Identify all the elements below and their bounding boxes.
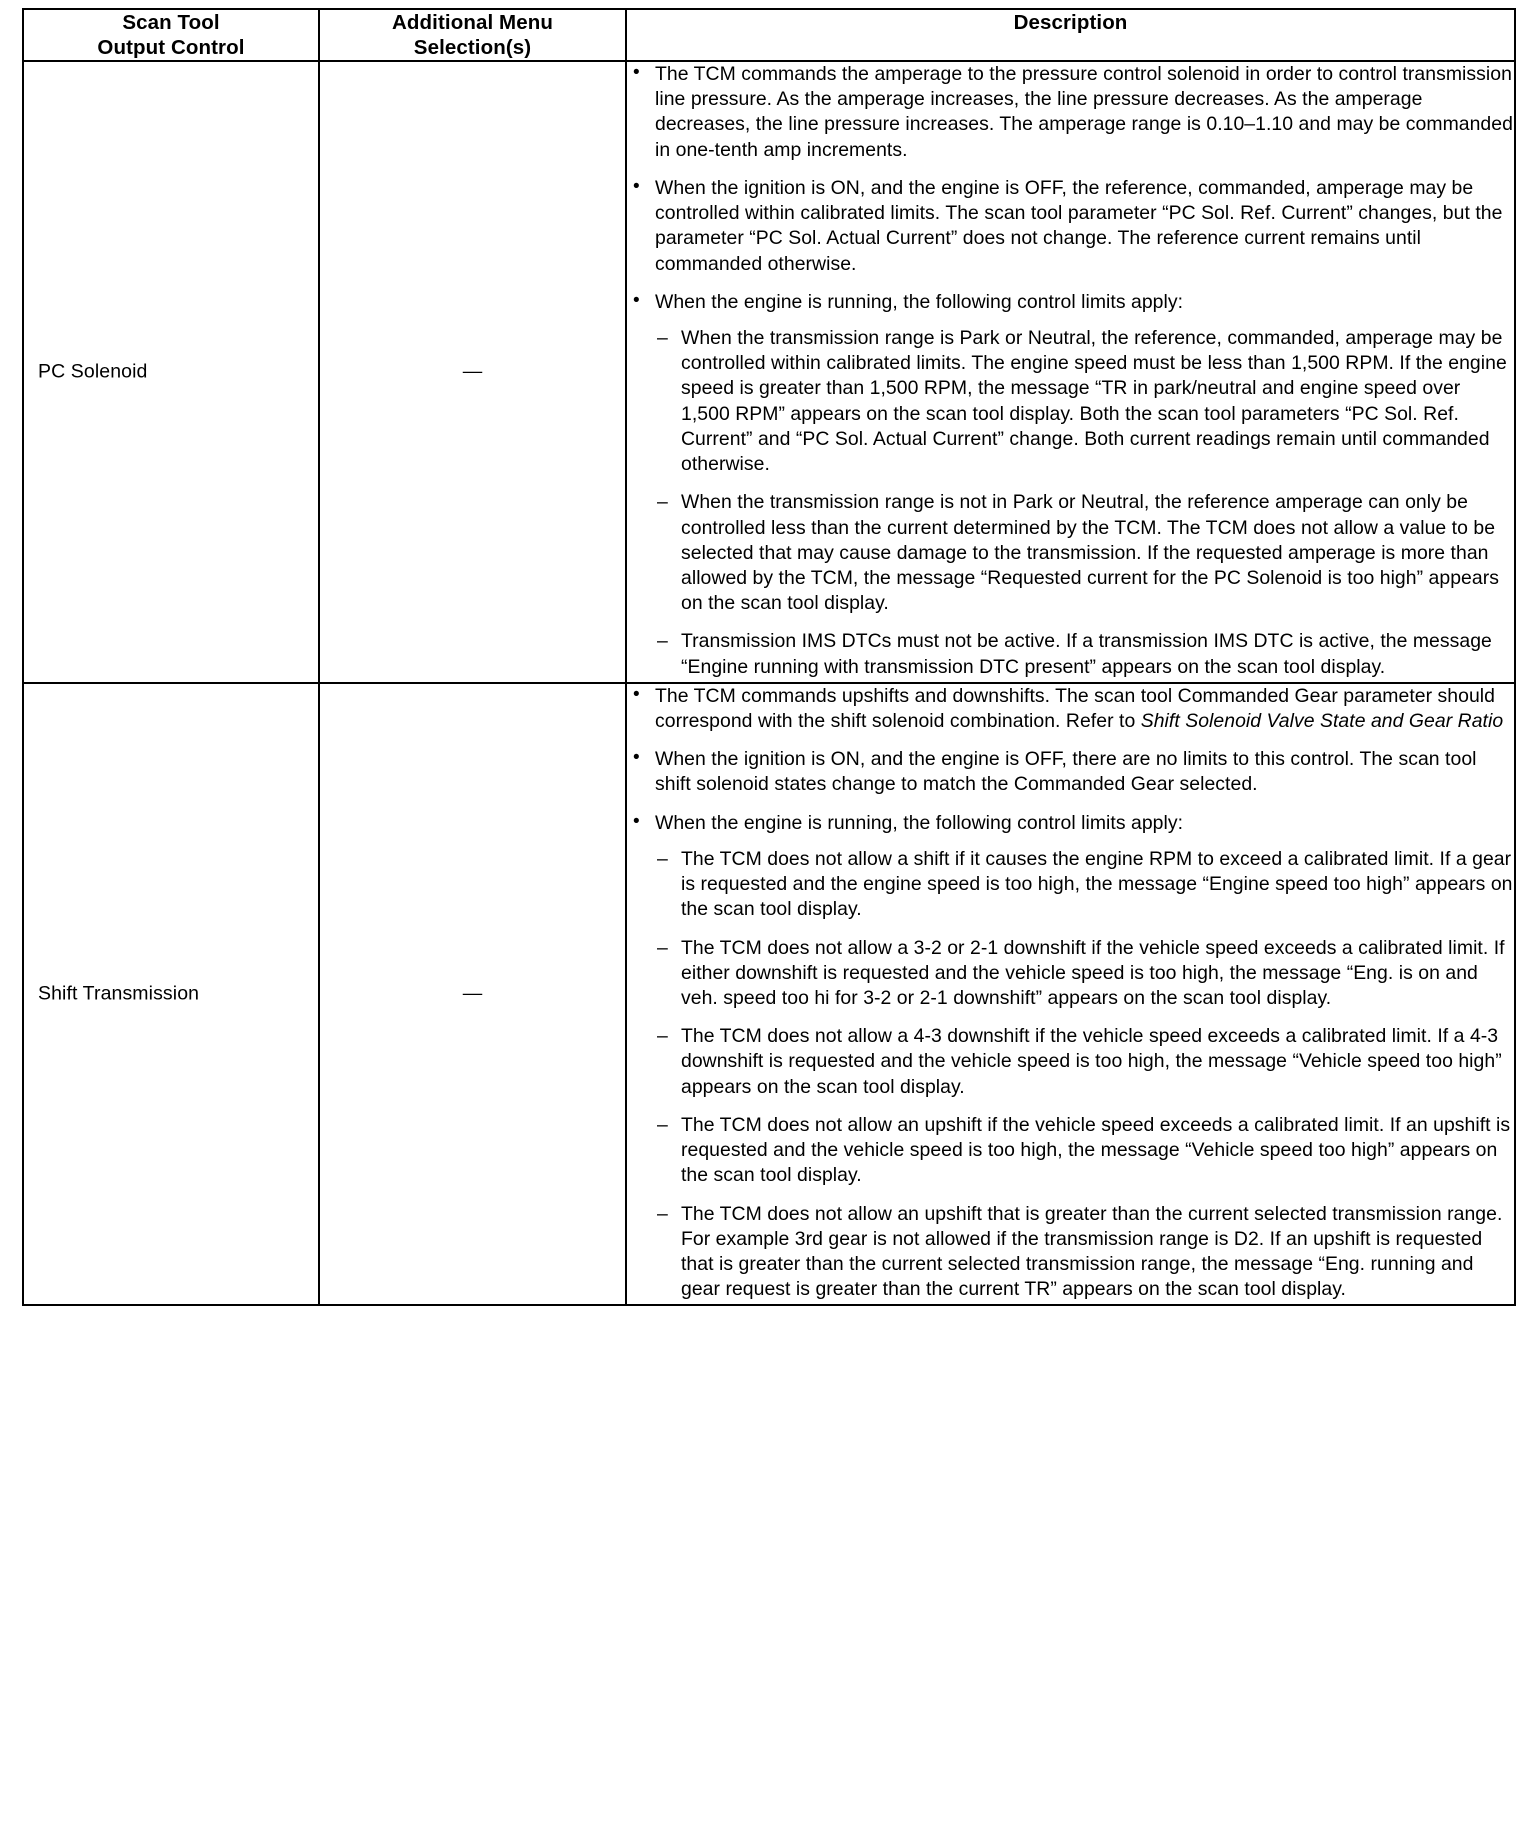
bullet-item — [627, 62, 1514, 163]
description-bullet-list — [627, 62, 1514, 680]
header-line-1: Scan Tool — [122, 11, 220, 34]
sub-item: – Transmission IMS DTCs must not be active. If a transmission IMS DTC is active, the message “Engine running with transmission DTC present” appears on the scan tool display. — [655, 629, 1514, 679]
sub-item: – The TCM does not allow a 3-2 or 2-1 downshift if the vehicle speed exceeds a calibrated limit. If either downshift is requested and the vehicle speed is too high, the message “Eng. is on and veh. speed too hi for 3-2 or 2-1 downshift” appears on the scan tool display. — [655, 936, 1514, 1012]
description-sub-list — [655, 326, 1514, 680]
row-control-name — [23, 683, 319, 1306]
bullet-text: • When the engine is running, the following control limits apply: — [655, 290, 1184, 313]
row-menu-selection — [319, 683, 626, 1306]
description-bullet-list — [627, 684, 1514, 1303]
header-description: Description — [626, 9, 1515, 61]
sub-item: – The TCM does not allow a 4-3 downshift if the vehicle speed exceeds a calibrated limit. If a 4-3 downshift is requested and the vehicle speed is too high, the message “Vehicle speed too high” appears on the scan tool display. — [655, 1024, 1514, 1100]
menu-selection-value: — — [462, 360, 483, 383]
row-menu-selection — [319, 61, 626, 683]
bullet-text: • When the engine is running, the following control limits apply: — [655, 811, 1184, 834]
table-body — [23, 61, 1515, 1305]
control-label: PC Solenoid — [38, 360, 148, 383]
bullet-text: The TCM commands upshifts and downshifts. The scan tool Commanded Gear parameter should correspond with the shift solenoid combination. Refer to — [655, 684, 1495, 733]
header-additional-menu-selections — [319, 9, 626, 61]
bullet-item — [627, 811, 1514, 1303]
sub-item: – The TCM does not allow an upshift that is greater than the current selected transmission range. For example 3rd gear is not allowed if the transmission range is D2. If an upshift is requested that is greater than the current selected transmission range, the message “Eng. running and gear request is greater than the current TR” appears on the scan tool display. — [655, 1202, 1514, 1303]
table-row — [23, 61, 1515, 683]
bullet-text: When the ignition is ON, and the engine is OFF, the reference, commanded, amperage may be controlled within calibrated limits. The scan tool parameter “PC Sol. Ref. Current” changes, but the parameter “PC Sol. Actual Current” does not change. The reference current remains until commanded otherwise. — [655, 176, 1503, 275]
table-row — [23, 683, 1515, 1306]
table-header-row — [23, 9, 1515, 61]
sub-item: – When the transmission range is not in Park or Neutral, the reference amperage can only be controlled less than the current determined by the TCM. The TCM does not allow a value to be selected that may cause damage to the transmission. If the requested amperage is more than allowed by the TCM, the message “Requested current for the PC Solenoid is too high” appears on the scan tool display. — [655, 490, 1514, 616]
control-label: Shift Transmission — [38, 982, 200, 1005]
header-scan-tool-output-control — [23, 9, 319, 61]
sub-item: – When the transmission range is Park or Neutral, the reference, commanded, amperage may be controlled within calibrated limits. The engine speed must be less than 1,500 RPM. If the engine speed is greater than 1,500 RPM, the message “TR in park/neutral and engine speed over 1,500 RPM” appears on the scan tool display. Both the scan tool parameters “PC Sol. Ref. Current” and “PC Sol. Actual Current” change. Both current readings remain until commanded otherwise. — [655, 326, 1514, 477]
row-description — [626, 683, 1515, 1306]
table-header — [23, 9, 1515, 61]
row-description — [626, 61, 1515, 683]
sub-item: – The TCM does not allow a shift if it causes the engine RPM to exceed a calibrated limit. If a gear is requested and the engine speed is too high, the message “Engine speed too high” appears on the scan tool display. — [655, 847, 1514, 923]
bullet-item — [627, 176, 1514, 277]
header-line-2: Selection(s) — [413, 36, 532, 59]
header-line-2: Output Control — [97, 36, 245, 59]
sub-item: – The TCM does not allow an upshift if the vehicle speed exceeds a calibrated limit. If an upshift is requested and the vehicle speed is too high, the message “Vehicle speed too high” appears on the scan tool display. — [655, 1113, 1514, 1189]
bullet-item — [627, 747, 1514, 797]
scan-tool-output-control-table — [22, 8, 1516, 1306]
bullet-text: The TCM commands the amperage to the pressure control solenoid in order to control transmission line pressure. As the amperage increases, the line pressure decreases. As the amperage decreases, the line pressure increases. The amperage range is 0.10–1.10 and may be commanded in one-tenth amp increments. — [655, 63, 1513, 161]
menu-selection-value: — — [462, 982, 483, 1005]
description-sub-list — [655, 847, 1514, 1303]
header-line-1: Additional Menu — [392, 11, 553, 34]
bullet-item — [627, 684, 1514, 734]
row-control-name — [23, 61, 319, 683]
bullet-text: When the ignition is ON, and the engine is OFF, there are no limits to this control. The scan tool shift solenoid states change to match the Commanded Gear selected. — [655, 748, 1477, 796]
cross-reference-link[interactable]: Shift Solenoid Valve State and Gear Ratio — [1140, 710, 1504, 733]
bullet-item — [627, 290, 1514, 680]
